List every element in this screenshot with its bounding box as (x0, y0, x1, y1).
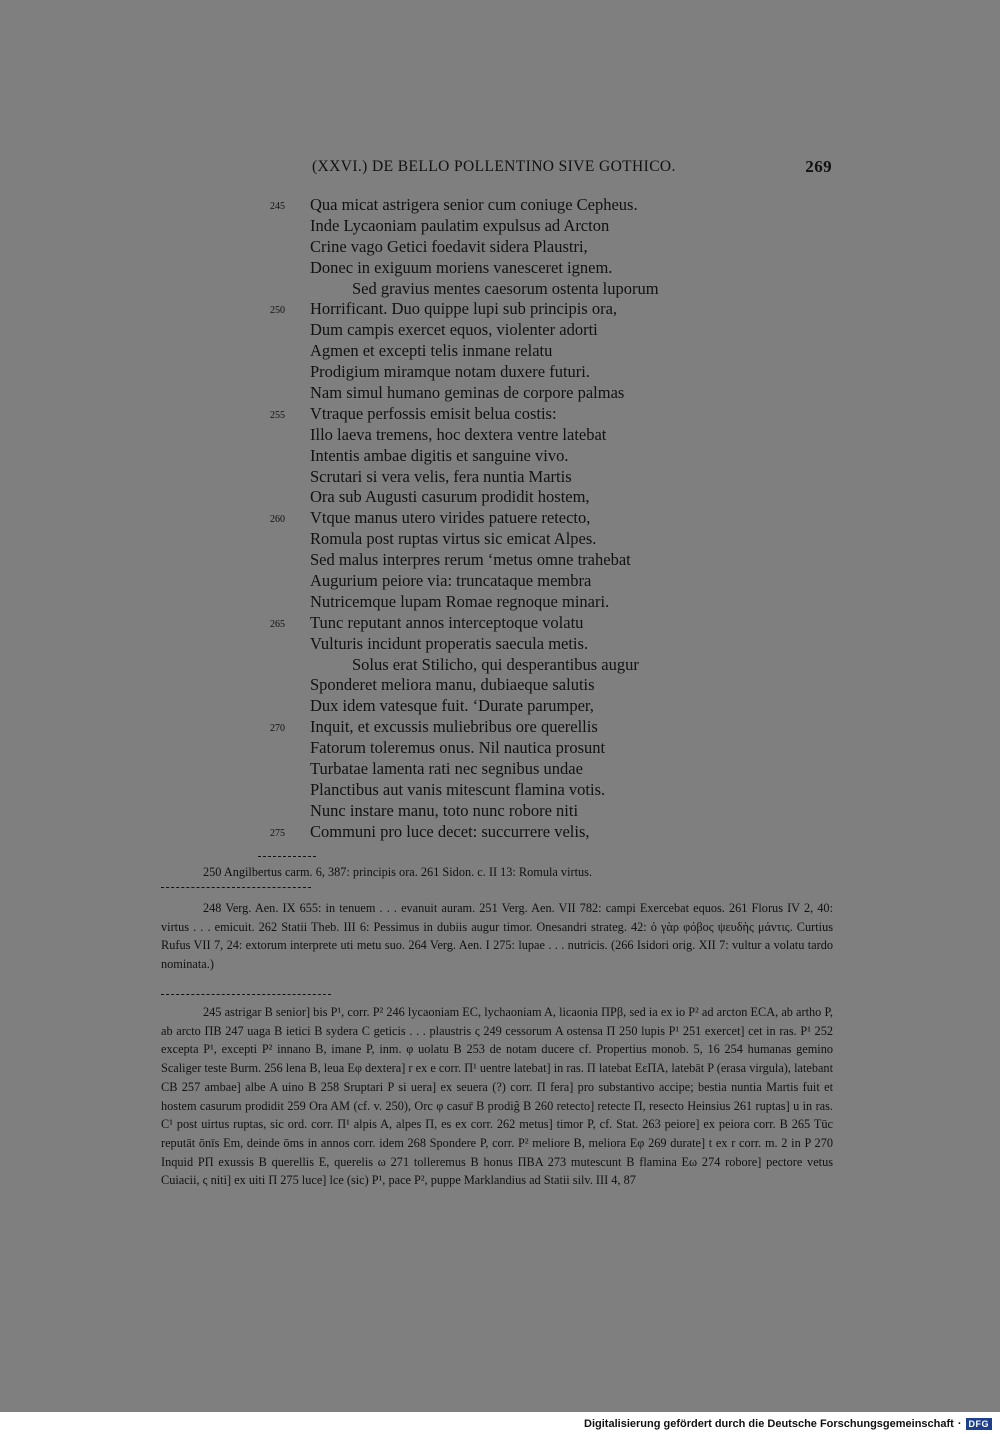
verse-line-text: Augurium peiore via: truncataque membra (310, 571, 592, 591)
verse-line-text: Dux idem vatesque fuit. ‘Durate parumper, (310, 696, 594, 716)
verse-line (270, 759, 750, 780)
divider-rule (161, 994, 331, 995)
verse-line-text: Donec in exiguum moriens vanesceret ignem. (310, 257, 613, 277)
verse-line (270, 675, 750, 696)
line-number: 270 (270, 723, 285, 735)
verse-line (270, 362, 750, 383)
verse-line-text: Vtque manus utero virides patuere retecto, (310, 508, 591, 528)
verse-line-text: Crine vago Getici foedavit sidera Plaustri, (310, 236, 588, 256)
verse-line (270, 237, 750, 258)
verse-line-text: Ora sub Augusti casurum prodidit hostem, (310, 487, 590, 507)
page-number: 269 (805, 157, 832, 176)
verse-line (270, 404, 750, 425)
apparatus-sources-text: 250 Angilbertus carm. 6, 387: principis ora. 261 Sidon. c. II 13: Romula virtus. (203, 865, 593, 879)
verse-line (270, 425, 750, 446)
verse-line (270, 279, 750, 300)
verse-line (270, 529, 750, 550)
verse-line (270, 592, 750, 613)
verse-line-text: Planctibus aut vanis mitescunt flamina votis. (310, 779, 606, 799)
line-number: 250 (270, 305, 285, 317)
footer-text: Digitalisierung gefördert durch die Deutsche Forschungsgemeinschaft (584, 1418, 954, 1430)
verse-line (270, 738, 750, 759)
line-number: 275 (270, 827, 285, 839)
digitization-footer: Digitalisierung gefördert durch die Deutsche Forschungsgemeinschaft · DFG (584, 1414, 992, 1434)
verse-line (270, 801, 750, 822)
verse-line (270, 613, 750, 634)
verse-line-text: Nutricemque lupam Romae regnoque minari. (310, 591, 610, 611)
verse-line (270, 717, 750, 738)
dfg-logo-icon: DFG (966, 1418, 993, 1430)
running-title: (XXVI.) DE BELLO POLLENTINO SIVE GOTHICO. (312, 158, 676, 175)
verse-line-text: Sed malus interpres rerum ‘metus omne trahebat (310, 550, 631, 570)
verse-line-text: Tunc reputant annos interceptoque volatu (310, 612, 584, 632)
apparatus-parallels-text: 248 Verg. Aen. IX 655: in tenuem . . . evanuit auram. 251 Verg. Aen. VII 782: campi Exercebat equos. 261 Florus IV 2, 40: virtus . . . emicuit. 262 Statii Theb. III 6: Pessimus in dubiis augur timor. Onesandri strateg. 42: ὁ γὰρ φόβος ψευδὴς μάντις. Curtius Rufus VII 7, 24: extorum interprete uti metu suo. 264 Verg. Aen. I 275: lupae . . . nutricis. (266 Isidori orig. XII 7: vultur a volatu tardo nominata.) (161, 901, 833, 972)
divider-rule (161, 887, 311, 888)
verse-line-text: Communi pro luce decet: succurrere velis, (310, 821, 590, 841)
verse-line-text: Horrificant. Duo quippe lupi sub principis ora, (310, 299, 618, 319)
verse-line (270, 571, 750, 592)
verse-line (270, 195, 750, 216)
apparatus-parallels (161, 899, 833, 974)
verse-line (270, 383, 750, 404)
verse-line-text: Vtraque perfossis emisit belua costis: (310, 403, 557, 423)
verse-line (270, 467, 750, 488)
verse-line (270, 822, 750, 843)
verse-line-text: Dum campis exercet equos, violenter adorti (310, 320, 598, 340)
verse-line (270, 634, 750, 655)
verse-line-text: Sponderet meliora manu, dubiaeque salutis (310, 675, 595, 695)
verse-line-text: Inquit, et excussis muliebribus ore querellis (310, 717, 598, 737)
verse-line (270, 446, 750, 467)
verse-line-text: Nunc instare manu, toto nunc robore niti (310, 800, 579, 820)
verse-line (270, 216, 750, 237)
verse-line-text: Nam simul humano geminas de corpore palmas (310, 383, 625, 403)
verse-line-text: Turbatae lamenta rati nec segnibus undae (310, 759, 583, 779)
verse-line-text: Intentis ambae digitis et sanguine vivo. (310, 445, 569, 465)
verse-line (270, 655, 750, 676)
verse-text (270, 195, 750, 843)
verse-line (270, 696, 750, 717)
verse-line-text: Agmen et excepti telis inmane relatu (310, 341, 553, 361)
verse-line-text: Vulturis incidunt properatis saecula metis. (310, 633, 589, 653)
line-number: 255 (270, 409, 285, 421)
verse-line-text: Prodigium miramque notam duxere futuri. (310, 362, 590, 382)
apparatus-critical (161, 1003, 833, 1190)
verse-line-text: Inde Lycaoniam paulatim expulsus ad Arcton (310, 215, 610, 235)
verse-line (270, 487, 750, 508)
verse-line (270, 550, 750, 571)
line-number: 265 (270, 618, 285, 630)
line-number: 245 (270, 201, 285, 212)
verse-line (270, 320, 750, 341)
verse-line-text: Solus erat Stilicho, qui desperantibus augur (352, 654, 639, 674)
verse-line-text: Romula post ruptas virtus sic emicat Alpes. (310, 529, 597, 549)
verse-line (270, 508, 750, 529)
verse-line (270, 258, 750, 279)
verse-line (270, 780, 750, 801)
verse-line (270, 299, 750, 320)
verse-line-text: Fatorum toleremus onus. Nil nautica prosunt (310, 738, 606, 758)
line-number: 260 (270, 514, 285, 526)
verse-line-text: Qua micat astrigera senior cum coniuge Cepheus. (310, 195, 638, 214)
apparatus-sources (161, 863, 833, 882)
verse-line-text: Scrutari si vera velis, fera nuntia Martis (310, 466, 572, 486)
apparatus-critical-text: 245 astrigar B senior] bis P¹, corr. P² 246 lycaoniam EC, lychaoniam A, licaonia ΠPβ, sed ia ex io P² ad arcton ECA, ab artho P, ab arcto ΠB 247 uaga B ietici B sydera C geticis . . . plaustris ς 249 cessorum A ostensa Π 250 lupis P¹ 251 exercet] cet in ras. P¹ 252 excepta P¹, excepti P² innano B, imane P, inm. φ uolatu B 253 de notam ducere cf. Propertius monob. 5, 16 254 humanas gemino Scaliger teste Burm. 256 lena B, leua Eφ dextera] r ex e corr. Π¹ uentre latebat] in ras. Π latebat EεΠA, latebāt P (erasa virgula), latebant CB 257 ambae] albe A uino B 258 Sruptari P si uera] ex seuera (?) corr. Π fera] pro substantivo accipe; bestia nuntia Martis fuit et hostem casurum prodidit 259 Ora AM (cf. v. 250), Orc φ casur̄ B prodig̃ B 260 retecto] retecte Π, resecto Heinsius 261 ruptas] u in ras. C¹ post uirtus ruptas, sic ord. corr. Π¹ alpis A, alpes Π, es ex corr. 262 metus] timor P, cf. Stat. 263 peiore] ex peiora corr. B 265 Tūc reputāt ōnīs Em, deinde ōms in annos corr. idem 268 Spondere P, corr. P² meliore B, meliora Eφ 269 durate] t ex r corr. m. 2 in P 270 Inquid PΠ exussis B querellis E, querelis ω 271 tolleremus B honus ΠBA 273 mutescunt B flamina Eω 274 robore] pectore vetus Cuiacii, ς niti] ex uiti Π 275 luce] lce (sic) P¹, pace P², puppe Marklandius ad Statii silv. III 4, 87 (161, 1005, 833, 1188)
verse-line-text: Sed gravius mentes caesorum ostenta luporum (352, 278, 659, 298)
divider-rule (258, 856, 316, 857)
verse-line-text: Illo laeva tremens, hoc dextera ventre latebat (310, 424, 607, 444)
verse-line (270, 341, 750, 362)
